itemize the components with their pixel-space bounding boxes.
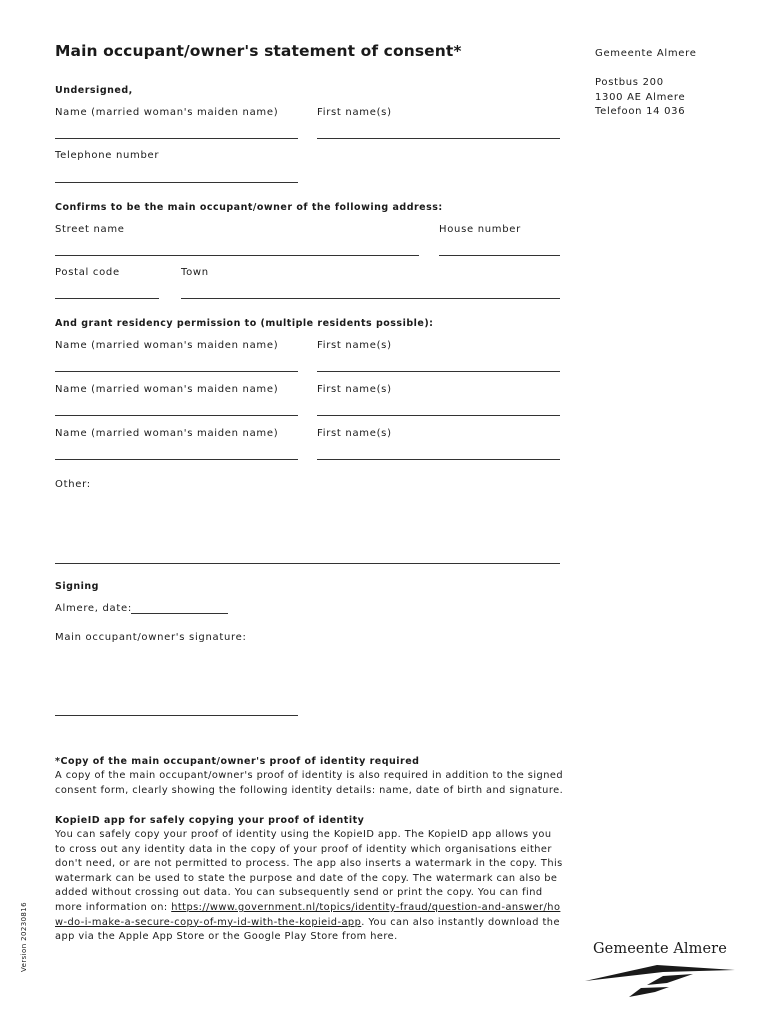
resident-name-field[interactable] <box>55 371 298 372</box>
resident-name-label: Name (married woman's maiden name) <box>55 384 279 395</box>
telephone-field[interactable] <box>55 182 298 183</box>
street-label: Street name <box>55 224 125 235</box>
sender-address-line2: 1300 AE Almere <box>595 92 686 103</box>
address-heading: Confirms to be the main occupant/owner of the following address: <box>55 202 443 213</box>
resident-first-names-field[interactable] <box>317 371 560 372</box>
kopieid-text <box>55 828 565 945</box>
residency-heading: And grant residency permission to (multiple residents possible): <box>55 318 434 329</box>
date-field[interactable] <box>131 613 228 614</box>
version-label: Version 20230816 <box>20 902 28 972</box>
kopieid-text-part2: . You can also instantly download the app via the Apple App Store or the Google Play Store from here. <box>55 916 560 943</box>
house-number-label: House number <box>439 224 521 235</box>
resident-first-names-label: First name(s) <box>317 340 392 351</box>
signature-field[interactable] <box>55 715 298 716</box>
resident-first-names-field[interactable] <box>317 459 560 460</box>
undersigned-heading: Undersigned, <box>55 85 133 96</box>
almere-logo-icon <box>583 963 743 1003</box>
resident-name-label: Name (married woman's maiden name) <box>55 428 279 439</box>
town-field[interactable] <box>181 298 560 299</box>
name-field[interactable] <box>55 138 298 139</box>
town-label: Town <box>181 267 209 278</box>
resident-name-field[interactable] <box>55 415 298 416</box>
page-title: Main occupant/owner's statement of consent* <box>55 42 462 60</box>
kopieid-heading: KopieID app for safely copying your proof of identity <box>55 815 365 826</box>
signature-label: Main occupant/owner's signature: <box>55 632 247 643</box>
first-names-label: First name(s) <box>317 107 392 118</box>
sender-phone: Telefoon 14 036 <box>595 106 686 117</box>
other-label: Other: <box>55 479 91 490</box>
kopieid-info-link[interactable]: https://www.government.nl/topics/identity-fraud/question-and-answer/how-do-i-make-a-secure-copy-of-my-id-with-the-kopieid-app <box>55 901 561 928</box>
telephone-label: Telephone number <box>55 150 160 161</box>
resident-name-label: Name (married woman's maiden name) <box>55 340 279 351</box>
first-names-field[interactable] <box>317 138 560 139</box>
copy-required-heading: *Copy of the main occupant/owner's proof of identity required <box>55 756 420 767</box>
street-field[interactable] <box>55 255 419 256</box>
name-label: Name (married woman's maiden name) <box>55 107 279 118</box>
other-field[interactable] <box>55 563 560 564</box>
sender-name: Gemeente Almere <box>595 48 697 59</box>
signing-heading: Signing <box>55 581 99 592</box>
postal-code-field[interactable] <box>55 298 159 299</box>
kopieid-text-part1: You can safely copy your proof of identity using the KopieID app. The KopieID app allows you to cross out any identity data in the copy of your proof of identity which organisations either don't need, or are not permitted to process. The app also inserts a watermark in the copy. This watermark can be used to state the purpose and date of the copy. The watermark can also be added without crossing out data. You can subsequently send or print the copy. You can find more information on: <box>55 829 563 913</box>
postal-code-label: Postal code <box>55 267 120 278</box>
logo-wordmark: Gemeente Almere <box>593 941 727 957</box>
house-number-field[interactable] <box>439 255 560 256</box>
date-label: Almere, date: <box>55 603 132 614</box>
sender-address-line1: Postbus 200 <box>595 77 664 88</box>
resident-first-names-label: First name(s) <box>317 384 392 395</box>
resident-name-field[interactable] <box>55 459 298 460</box>
resident-first-names-label: First name(s) <box>317 428 392 439</box>
resident-first-names-field[interactable] <box>317 415 560 416</box>
copy-required-text: A copy of the main occupant/owner's proof of identity is also required in addition to the signed consent form, clearly showing the following identity details: name, date of birth and signature. <box>55 770 564 796</box>
